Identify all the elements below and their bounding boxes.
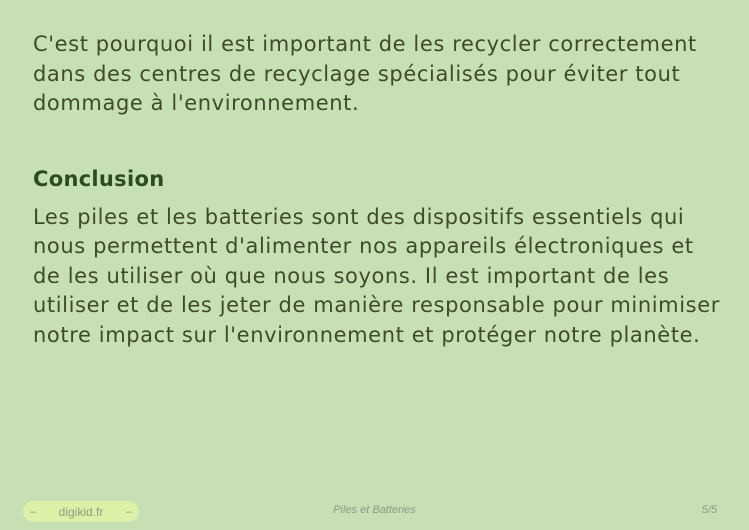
page-content [33,30,723,350]
conclusion-paragraph: Les piles et les batteries sont des dispositifs essentiels qui nous permettent d'alimenter nos appareils électroniques et de les utiliser où que nous soyons. Il est important de les utiliser et de les jeter de manière responsable pour minimiser notre impact sur l'environnement et protéger notre planète. [33,204,720,347]
conclusion-heading: Conclusion [33,166,165,191]
brand-label: digikid.fr [58,504,104,519]
page-indicator: 5/5 [701,504,717,516]
footer-document-title: Piles et Batteries [333,504,416,516]
intro-paragraph: C'est pourquoi il est important de les recycler correctement dans des centres de recyclage spécialisés pour éviter tout dommage à l'environnement. [33,32,697,115]
brand-right-dash: – [125,505,132,518]
brand-left-dash: – [30,505,37,518]
